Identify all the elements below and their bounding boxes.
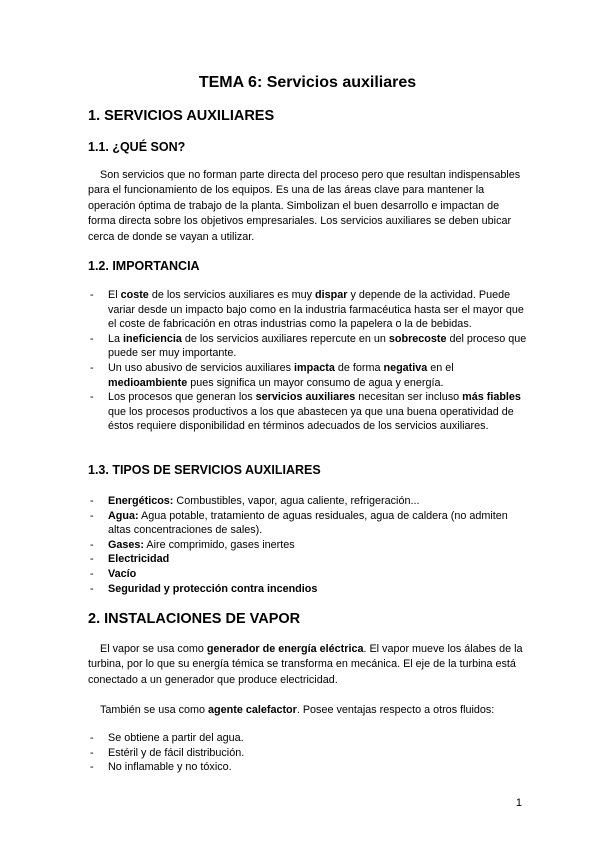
section-1-3-heading: 1.3. TIPOS DE SERVICIOS AUXILIARES [88, 463, 321, 477]
document-title: TEMA 6: Servicios auxiliares [198, 74, 417, 91]
section-1-heading: 1. SERVICIOS AUXILIARES [88, 108, 275, 124]
list-item: - Energéticos: Combustibles, vapor, agua caliente, refrigeración... [88, 494, 528, 509]
list-item: - Vacío [88, 567, 528, 582]
types-list [88, 494, 528, 596]
section-2-heading: 2. INSTALACIONES DE VAPOR [88, 611, 301, 627]
list-item: - Electricidad [88, 552, 528, 567]
list-item: - Se obtiene a partir del agua. [88, 731, 528, 746]
section-2-paragraph-1: El vapor se usa como generador de energía eléctrica. El vapor mueve los álabes de la turbina, por lo que su energía témica se transforma en mecánica. El eje de la turbina está conectado a un generador que produce electricidad. [88, 643, 523, 686]
list-item: - Un uso abusivo de servicios auxiliares impacta de forma negativa en el medioambiente pues significa un mayor consumo de agua y energía. [88, 361, 528, 390]
list-item: - El coste de los servicios auxiliares es muy dispar y depende de la actividad. Puede variar desde un impacto bajo como en la industria farmacéutica hasta ser el mayor que el coste de fabricación en otras industrias como la papelera o la de bebidas. [88, 288, 528, 332]
section-2-paragraph-2: También se usa como agente calefactor. Posee ventajas respecto a otros fluidos: [100, 704, 495, 716]
section-1-1-paragraph [88, 168, 528, 245]
list-item: - Estéril y de fácil distribución. [88, 746, 528, 761]
list-item: - Agua: Agua potable, tratamiento de aguas residuales, agua de caldera (no admiten altas concentraciones de sales). [88, 509, 528, 538]
list-item: - Los procesos que generan los servicios auxiliares necesitan ser incluso más fiables que los procesos productivos a los que abastecen ya que una buena operatividad de éstos requiere disponibilidad en términos adecuados de los servicios auxiliares. [88, 390, 528, 434]
list-item: - Gases: Aire comprimido, gases inertes [88, 538, 528, 553]
paragraph-text: Son servicios que no forman parte directa del proceso pero que resultan indispensables para el funcionamiento de los equipos. Es una de las áreas clave para mantener la operación óptima de trabajo de la planta. Simbolizan el buen desarrollo e impactan de forma directa sobre los objetivos empresariales. Los servicios auxiliares se deben ubicar cerca de donde se vayan a utilizar. [88, 169, 521, 243]
importance-list [88, 288, 528, 434]
list-item: - No inflamable y no tóxico. [88, 760, 528, 775]
steam-advantages-list [88, 731, 528, 775]
section-1-1-heading: 1.1. ¿QUÉ SON? [88, 140, 186, 154]
section-1-2-heading: 1.2. IMPORTANCIA [88, 259, 200, 273]
list-item: - Seguridad y protección contra incendios [88, 582, 528, 597]
page-number: 1 [515, 797, 522, 809]
list-item: - La ineficiencia de los servicios auxiliares repercute en un sobrecoste del proceso que puede ser muy importante. [88, 332, 528, 361]
